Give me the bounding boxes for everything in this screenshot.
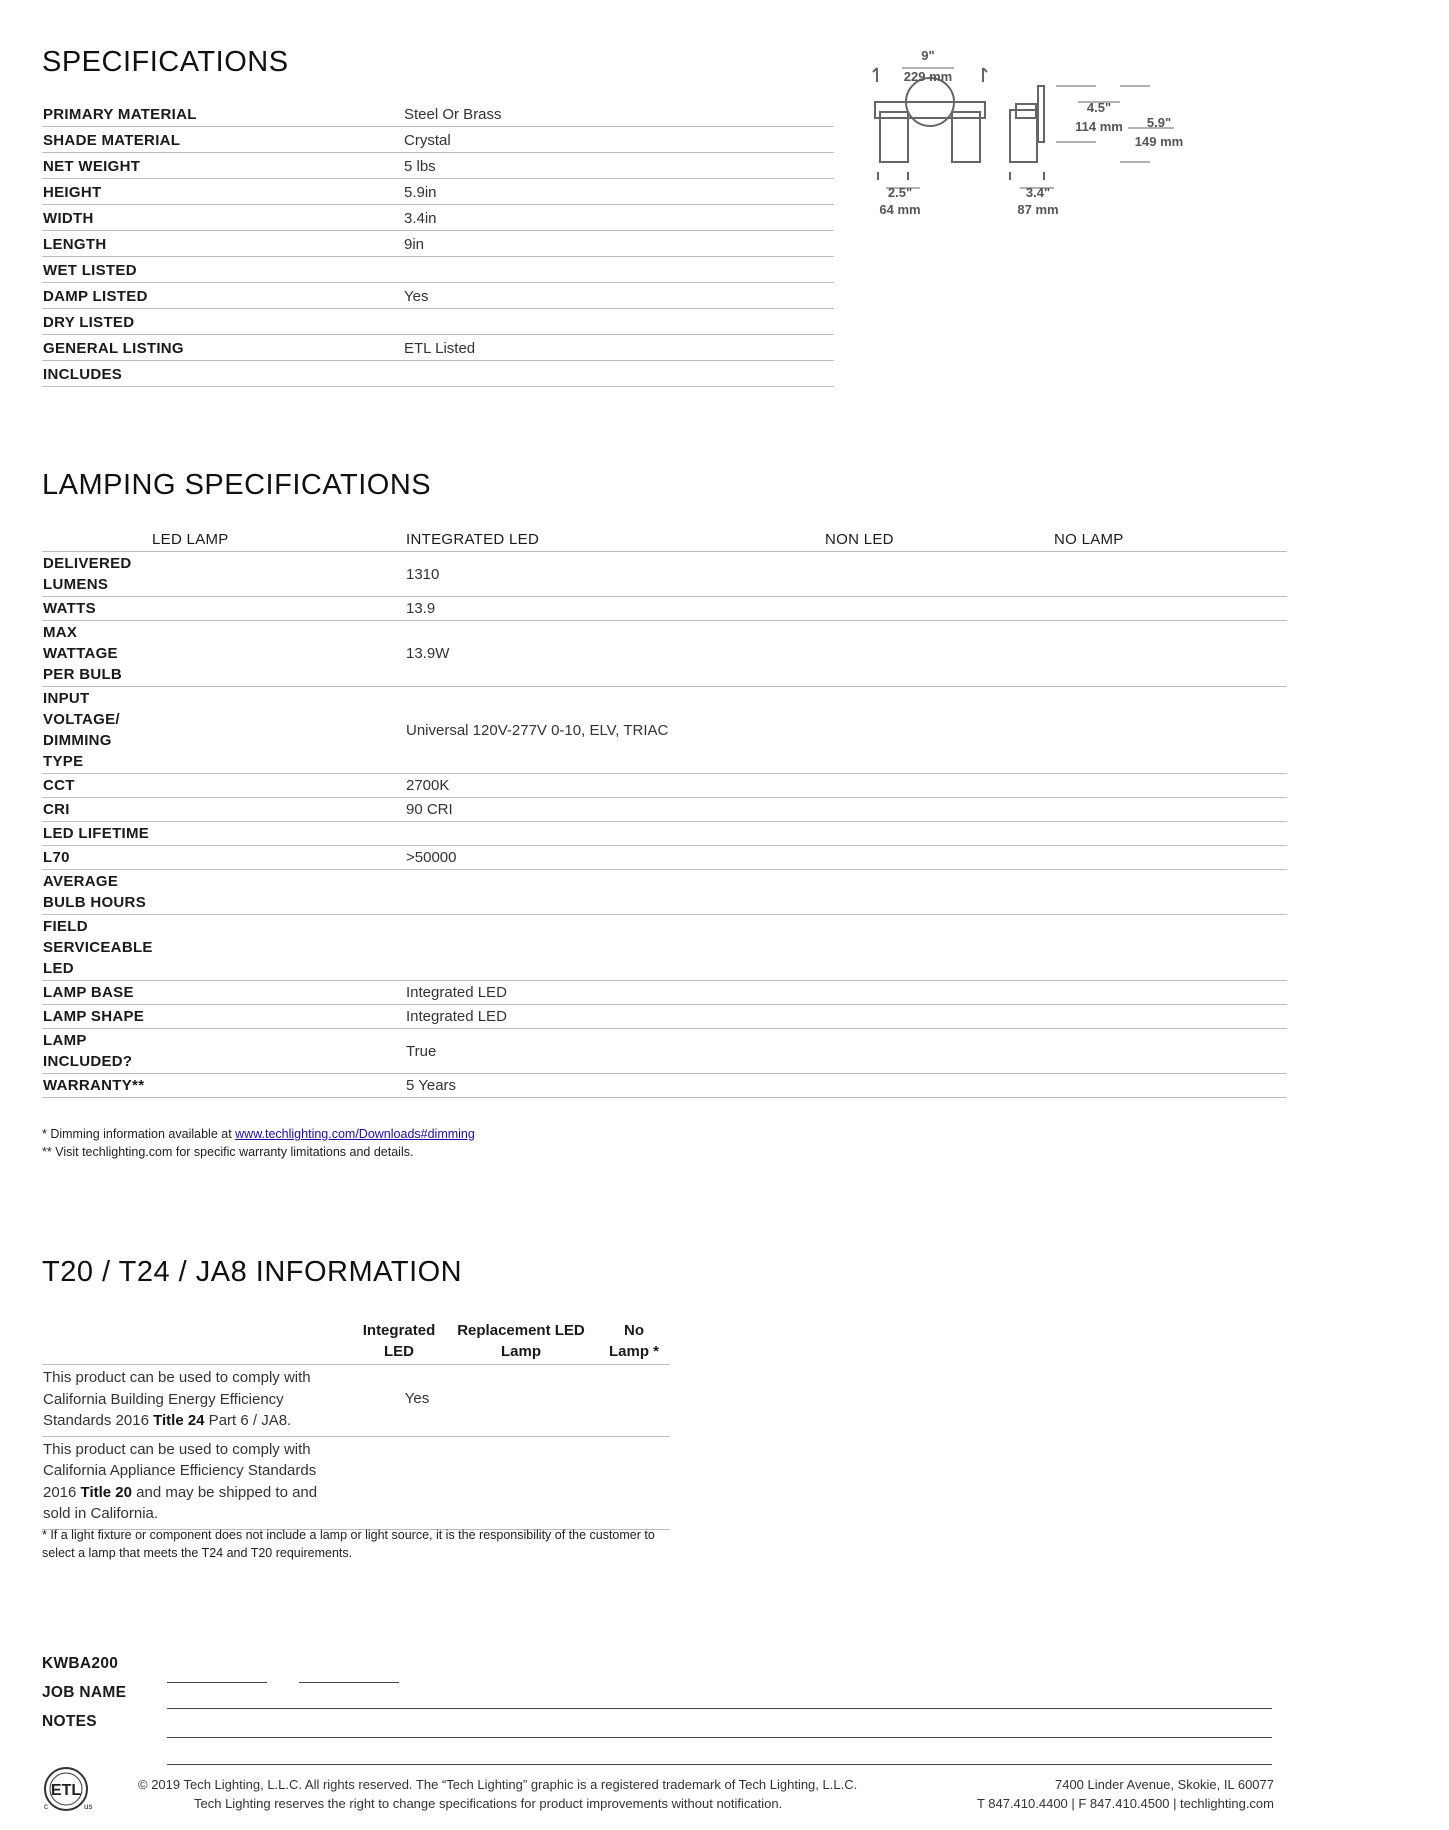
spec-row [42,127,834,153]
lamp-label: FIELD SERVICEABLE LED [43,918,153,977]
warranty-footnote: ** Visit techlighting.com for specific warranty limitations and details. [42,1145,414,1159]
spec-row [42,283,834,309]
address: 7400 Linder Avenue, Skokie, IL 60077 [1054,1777,1274,1792]
lamp-value: 2700K [406,777,450,794]
spec-label: HEIGHT [43,184,102,201]
lamp-label: L70 [43,849,70,866]
header-led-lamp: LED LAMP [152,531,229,548]
t20-header-integrated: Integrated LED [362,1322,436,1360]
lamp-label: INPUT VOLTAGE/ DIMMING TYPE [43,690,120,770]
spec-row [42,309,834,335]
lamp-label: LAMP INCLUDED? [43,1032,133,1070]
depth-mm-label: 114 mm [1075,119,1123,134]
spec-row [42,335,834,361]
spec-value: 3.4in [404,210,437,227]
spec-label: GENERAL LISTING [43,340,184,357]
etl-logo [40,1764,100,1814]
lamping-table [42,524,1287,1098]
svg-text:c: c [44,1802,48,1811]
lamp-label: CCT [43,777,75,794]
spec-value: Steel Or Brass [404,106,502,123]
lamping-title: LAMPING SPECIFICATIONS [42,469,432,501]
lamp-value: 13.9 [406,600,436,617]
job-name-line[interactable] [167,1708,1272,1709]
model-number: KWBA200 [42,1655,119,1672]
spec-row [42,231,834,257]
spec-label: PRIMARY MATERIAL [43,106,197,123]
spec-row [42,101,834,127]
front-view-shade-left [880,112,908,162]
spec-row [42,257,834,283]
lamp-value: 5 Years [406,1077,457,1094]
dimming-link[interactable]: www.techlighting.com/Downloads#dimming [235,1127,475,1141]
notes-line-2[interactable] [167,1764,1272,1765]
dimension-diagram [870,46,1200,226]
lamp-value: 13.9W [406,645,450,662]
t20-header-no-lamp: No Lamp * [608,1322,659,1360]
lamp-row [42,870,1287,915]
shade-in-label: 2.5" [887,185,913,200]
lamp-row [42,1029,1287,1074]
header-no-lamp: NO LAMP [1054,531,1124,548]
spec-row [42,361,834,387]
spec-label: DRY LISTED [43,314,135,331]
svg-text:us: us [84,1802,93,1811]
spec-label: LENGTH [43,236,107,253]
spec-row [42,205,834,231]
lamp-label: LAMP SHAPE [43,1008,145,1025]
t20-row-title20 [42,1437,670,1530]
depth-in-label: 4.5" [1086,100,1112,115]
t20-header-row [42,1320,670,1365]
spec-value: 5 lbs [404,158,436,175]
lamp-row [42,1074,1287,1098]
spec-row [42,179,834,205]
length-in-label: 9" [921,48,935,63]
dimming-footnote-text: * Dimming information available at [42,1127,236,1141]
spec-value: Crystal [404,132,451,149]
front-view-shade-right [952,112,980,162]
t20-table [42,1320,670,1530]
lamp-row [42,798,1287,822]
lamp-row [42,846,1287,870]
lamp-value: 1310 [406,565,440,583]
spec-value: 9in [404,236,425,253]
spec-label: SHADE MATERIAL [43,132,181,149]
spec-label: DAMP LISTED [43,288,148,305]
copyright-line-2: Tech Lighting reserves the right to change specifications for product improvements without notification. [194,1796,783,1811]
lamping-header-row [42,524,1287,552]
lamp-label: AVERAGE BULB HOURS [43,873,146,911]
spec-label: WIDTH [43,210,94,227]
contact-info: T 847.410.4400 | F 847.410.4500 | techlighting.com [976,1796,1274,1811]
svg-text:ETL: ETL [50,1782,82,1799]
width-in-label: 3.4" [1025,185,1051,200]
length-mm-label: 229 mm [903,69,953,84]
t20-row-title24-text: This product can be used to comply with California Building Energy Efficiency Standards 2016 Title 24 Part 6 / JA8. [43,1369,311,1429]
specifications-table [42,101,834,387]
lamp-label: CRI [43,801,70,818]
lamp-row [42,774,1287,798]
t20-row-title20-text: This product can be used to comply with California Appliance Efficiency Standards 2016 Title 20 and may be shipped to and sold in California. [43,1440,318,1522]
lamp-value: Integrated LED [406,1008,507,1025]
dimming-footnote [42,1125,475,1143]
lamp-value: Universal 120V-277V 0-10, ELV, TRIAC [406,721,669,739]
specifications-title: SPECIFICATIONS [42,46,289,78]
lamp-row [42,1005,1287,1029]
side-view-plate [1038,86,1044,142]
lamp-value: True [406,1042,437,1060]
height-mm-label: 149 mm [1134,134,1184,149]
spec-value: Yes [404,288,429,305]
lamp-row [42,687,1287,774]
front-view-bar [875,102,985,118]
job-name-label: JOB NAME [42,1684,127,1701]
lamp-row [42,981,1287,1005]
model-option-line-2[interactable] [299,1682,399,1683]
notes-line-1[interactable] [167,1737,1272,1738]
lamp-row [42,597,1287,621]
lamp-label: LED LIFETIME [43,825,150,842]
lamping-rows [42,552,1287,1098]
lamp-value: Integrated LED [406,984,507,1001]
spec-label: NET WEIGHT [43,158,141,175]
lamp-row [42,552,1287,597]
spec-value: 5.9in [404,184,437,201]
t20-row-title24-integrated: Yes [404,1390,430,1407]
lamp-label: WATTS [43,600,96,617]
spec-row [42,153,834,179]
t20-footnote: * If a light fixture or component does not include a lamp or light source, it is the responsibility of the customer to select a lamp that meets the T24 and T20 requirements. [42,1528,655,1560]
height-in-label: 5.9" [1146,115,1172,130]
t20-header-replacement: Replacement LED Lamp [457,1322,585,1360]
copyright-line-1: © 2019 Tech Lighting, L.L.C. All rights reserved. The “Tech Lighting” graphic is a registered trademark of Tech Lighting, L.L.C. [138,1777,858,1792]
t20-title: T20 / T24 / JA8 INFORMATION [42,1256,463,1288]
header-integrated-led: INTEGRATED LED [406,531,540,548]
shade-mm-label: 64 mm [879,202,921,217]
lamp-label: MAX WATTAGE PER BULB [43,624,123,683]
width-mm-label: 87 mm [1017,202,1059,217]
lamp-label: LAMP BASE [43,984,134,1001]
notes-label: NOTES [42,1713,97,1730]
lamp-row [42,822,1287,846]
lamp-label: WARRANTY** [43,1077,145,1094]
lamp-row [42,621,1287,687]
lamp-value: 90 CRI [406,801,453,818]
t20-row-title24 [42,1365,670,1437]
lamp-value: >50000 [406,849,457,866]
model-option-line-1[interactable] [167,1682,267,1683]
lamp-row [42,915,1287,981]
spec-label: INCLUDES [43,366,123,383]
spec-value: ETL Listed [404,340,476,357]
spec-label: WET LISTED [43,262,137,279]
lamp-label: DELIVERED LUMENS [43,555,132,593]
header-non-led: NON LED [825,531,894,548]
